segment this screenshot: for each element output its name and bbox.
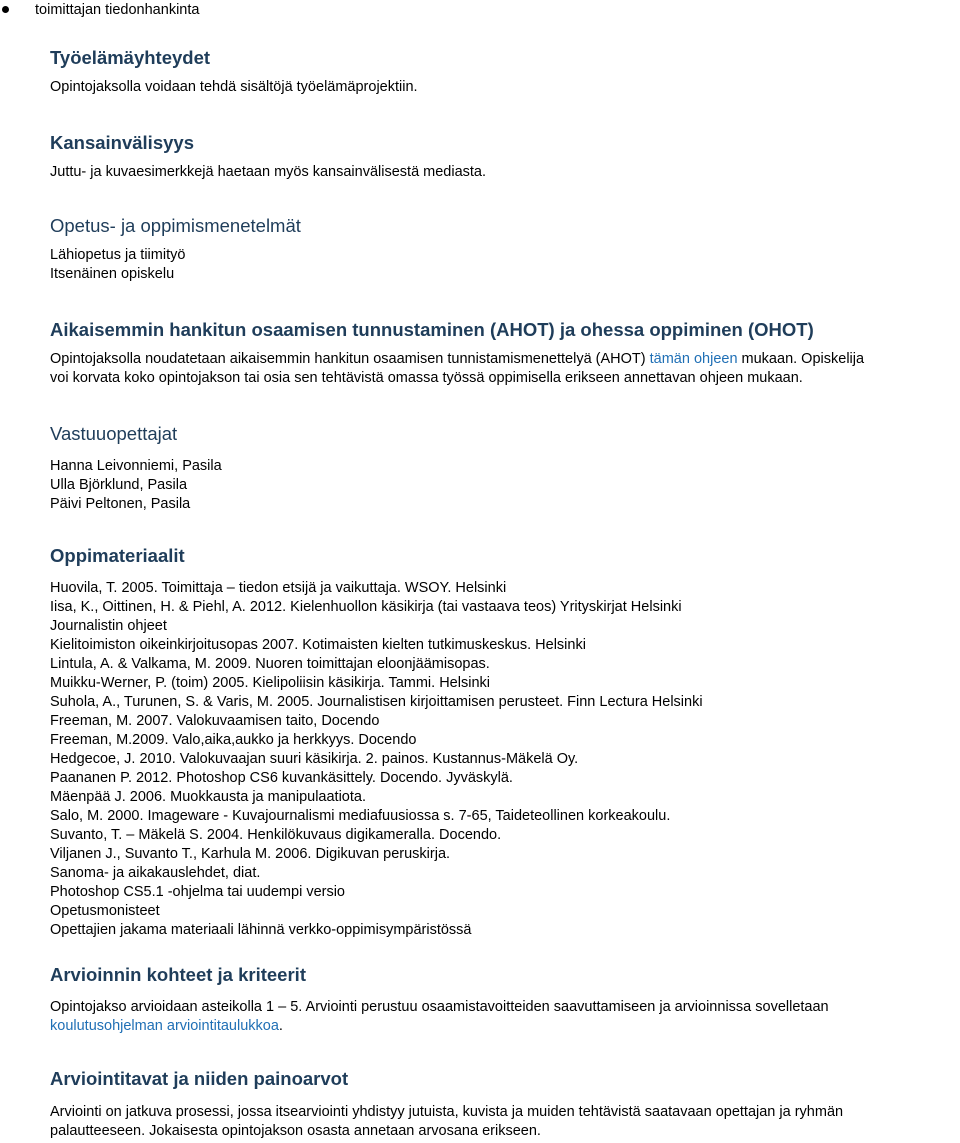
section-tyoelama <box>50 46 960 97</box>
teacher-item: Päivi Peltonen, Pasila <box>50 496 191 512</box>
text-ahot-2: voi korvata koko opintojakson tai osia sen tehtävistä omassa työssä oppimisella erikseen annettavan ohjeen mukaan. <box>50 370 803 386</box>
reference-item: Suhola, A., Turunen, S. & Varis, M. 2005. Journalistisen kirjoittamisen perusteet. Finn Lectura Helsinki <box>50 694 703 710</box>
reference-item: Huovila, T. 2005. Toimittaja – tiedon etsijä ja vaikuttaja. WSOY. Helsinki <box>50 580 507 596</box>
reference-list <box>50 579 960 940</box>
text-arvioinnin-2 <box>50 1017 960 1036</box>
text-menetelmat-2: Itsenäinen opiskelu <box>50 266 175 282</box>
text-tyoelama: Opintojaksolla voidaan tehdä sisältöjä työelämäprojektiin. <box>50 79 418 95</box>
text-ahot-1 <box>50 350 960 369</box>
ahot-text-after: mukaan. Opiskelija <box>737 351 865 367</box>
text-arvioinnin-1: Opintojakso arvioidaan asteikolla 1 – 5. Arviointi perustuu osaamistavoitteiden saavuttamiseen ja arvioinnissa sovelletaan <box>50 999 829 1015</box>
heading-tyoelama: Työelämäyhteydet <box>50 47 211 68</box>
heading-oppimateriaalit: Oppimateriaalit <box>50 545 185 566</box>
bullet-text: toimittajan tiedonhankinta <box>35 2 200 18</box>
reference-item: Hedgecoe, J. 2010. Valokuvaajan suuri käsikirja. 2. painos. Kustannus-Mäkelä Oy. <box>50 751 579 767</box>
bullet-dot-icon <box>2 6 9 13</box>
reference-item: Freeman, M.2009. Valo,aika,aukko ja herkkyys. Docendo <box>50 732 417 748</box>
text-menetelmat-1: Lähiopetus ja tiimityö <box>50 247 186 263</box>
section-kansainvalisyys <box>50 131 960 182</box>
reference-item: Kielitoimiston oikeinkirjoitusopas 2007. Kotimaisten kielten tutkimuskeskus. Helsinki <box>50 637 586 653</box>
reference-item: Sanoma- ja aikakauslehdet, diat. <box>50 865 261 881</box>
heading-ahot: Aikaisemmin hankitun osaamisen tunnustaminen (AHOT) ja ohessa oppiminen (OHOT) <box>50 319 814 340</box>
reference-item: Iisa, K., Oittinen, H. & Piehl, A. 2012. Kielenhuollon käsikirja (tai vastaava teos) Yrityskirjat Helsinki <box>50 599 682 615</box>
teacher-item: Ulla Björklund, Pasila <box>50 477 188 493</box>
reference-item: Mäenpää J. 2006. Muokkausta ja manipulaatiota. <box>50 789 366 805</box>
reference-item: Opetusmonisteet <box>50 903 160 919</box>
text-arviointitavat-2: palautteeseen. Jokaisesta opintojakson osasta annetaan arvosana erikseen. <box>50 1123 541 1139</box>
heading-menetelmat: Opetus- ja oppimismenetelmät <box>50 215 301 236</box>
reference-item: Viljanen J., Suvanto T., Karhula M. 2006. Digikuvan peruskirja. <box>50 846 451 862</box>
grading-table-link[interactable]: koulutusohjelman arviointitaulukkoa <box>50 1018 279 1034</box>
section-vastuu <box>50 422 960 514</box>
ahot-instructions-link[interactable]: tämän ohjeen <box>649 351 738 367</box>
arvioinnin-period: . <box>278 1018 283 1034</box>
section-arviointitavat <box>50 1067 960 1141</box>
reference-item: Salo, M. 2000. Imageware - Kuvajournalismi mediafuusiossa s. 7-65, Taideteollinen korkeakoulu. <box>50 808 671 824</box>
reference-item: Photoshop CS5.1 -ohjelma tai uudempi versio <box>50 884 345 900</box>
reference-item: Paananen P. 2012. Photoshop CS6 kuvankäsittely. Docendo. Jyväskylä. <box>50 770 513 786</box>
bullet-item <box>0 1 199 19</box>
reference-item: Muikku-Werner, P. (toim) 2005. Kielipoliisin käsikirja. Tammi. Helsinki <box>50 675 490 691</box>
teacher-item: Hanna Leivonniemi, Pasila <box>50 458 222 474</box>
section-ahot <box>50 318 960 388</box>
text-arviointitavat-1: Arviointi on jatkuva prosessi, jossa itsearviointi yhdistyy jutuista, kuvista ja muiden tehtävistä saatavaan opettajan ja ryhmän <box>50 1104 844 1120</box>
heading-vastuu: Vastuuopettajat <box>50 423 178 444</box>
text-kansainvalisyys: Juttu- ja kuvaesimerkkejä haetaan myös kansainvälisestä mediasta. <box>50 164 487 180</box>
ahot-text-before: Opintojaksolla noudatetaan aikaisemmin hankitun osaamisen tunnistamismenettelyä (AHOT) <box>50 351 650 367</box>
section-menetelmat <box>50 214 960 284</box>
reference-item: Freeman, M. 2007. Valokuvaamisen taito, Docendo <box>50 713 380 729</box>
heading-arviointitavat: Arviointitavat ja niiden painoarvot <box>50 1068 349 1089</box>
section-oppimateriaalit <box>50 544 960 940</box>
reference-item: Suvanto, T. – Mäkelä S. 2004. Henkilökuvaus digikameralla. Docendo. <box>50 827 502 843</box>
heading-kansainvalisyys: Kansainvälisyys <box>50 132 194 153</box>
reference-item: Journalistin ohjeet <box>50 618 167 634</box>
reference-item: Opettajien jakama materiaali lähinnä verkko-oppimisympäristössä <box>50 922 472 938</box>
heading-arvioinnin: Arvioinnin kohteet ja kriteerit <box>50 964 306 985</box>
reference-item: Lintula, A. & Valkama, M. 2009. Nuoren toimittajan eloonjäämisopas. <box>50 656 490 672</box>
section-arvioinnin <box>50 963 960 1036</box>
